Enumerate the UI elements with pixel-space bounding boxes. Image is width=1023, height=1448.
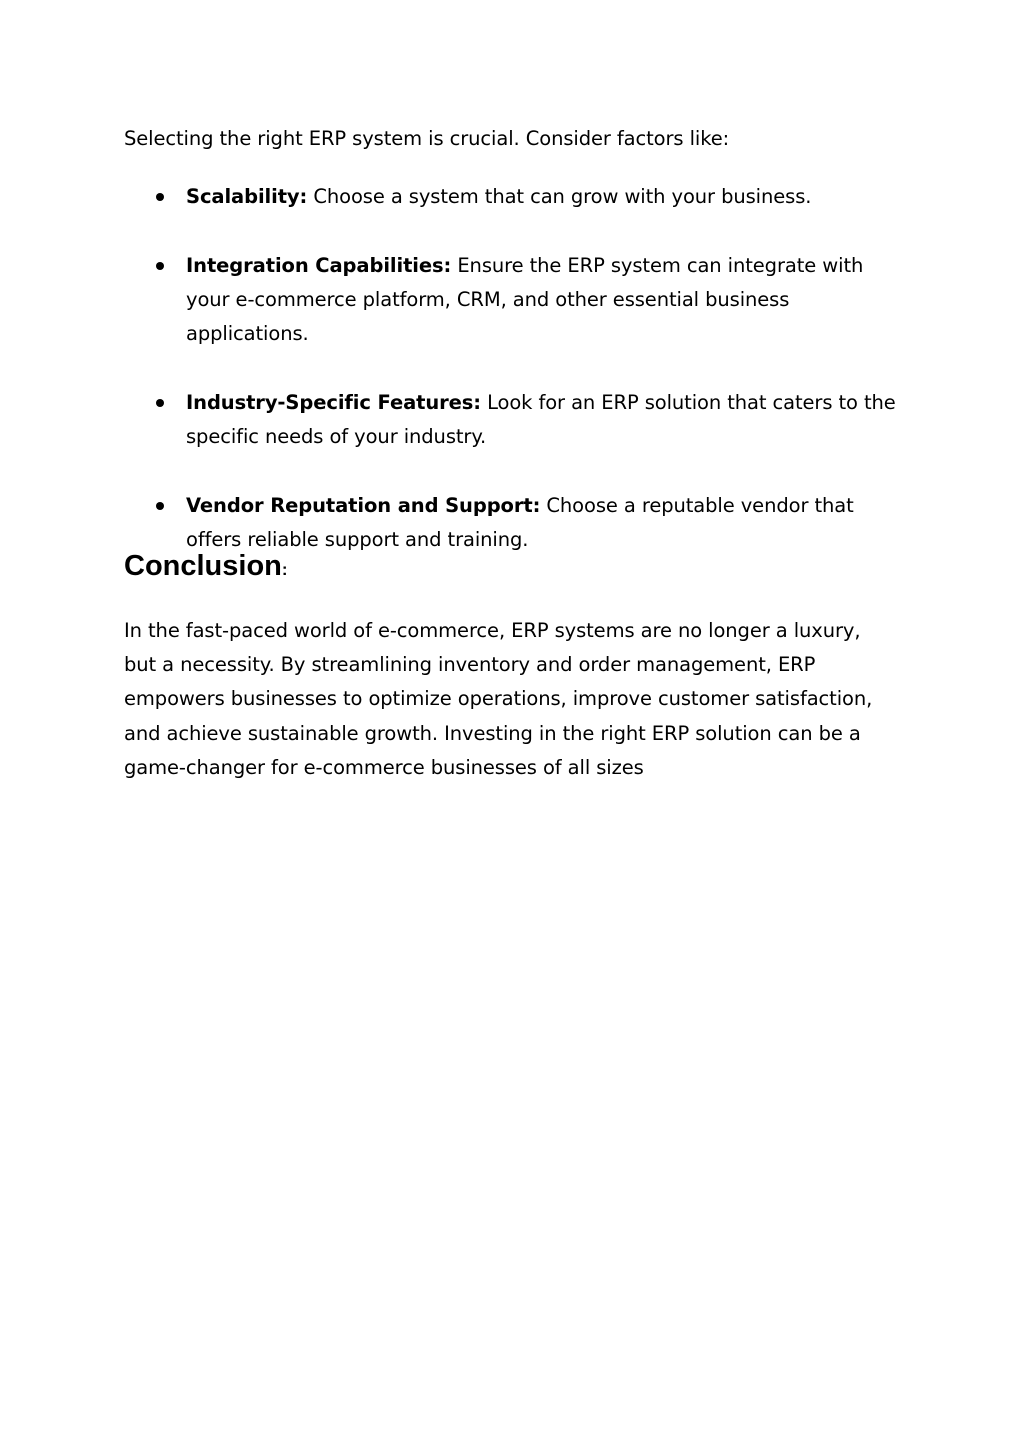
intro-paragraph: Selecting the right ERP system is crucial. Consider factors like: — [124, 127, 730, 150]
factor-term: Industry-Specific Features: — [186, 391, 481, 414]
conclusion-heading — [124, 546, 288, 590]
bullet-icon — [156, 262, 164, 270]
factor-description: Choose a reputable vendor that offers reliable support and training. — [186, 494, 854, 551]
factor-description: Ensure the ERP system can integrate with your e-commerce platform, CRM, and other essential business applications. — [186, 254, 864, 345]
factor-description: Choose a system that can grow with your business. — [307, 185, 812, 208]
factor-term: Vendor Reputation and Support: — [186, 494, 541, 517]
factors-list — [124, 180, 904, 557]
list-item-integration — [124, 249, 904, 351]
factor-term: Scalability: — [186, 185, 308, 208]
factor-description: Look for an ERP solution that caters to the specific needs of your industry. — [186, 391, 896, 448]
conclusion-paragraph: In the fast-paced world of e-commerce, ERP systems are no longer a luxury, but a necessity. By streamlining inventory and order management, ERP empowers businesses to optimize operations, improve customer satisfaction, and achieve sustainable growth. Investing in the right ERP solution can be a game-changer for e-commerce businesses of all sizes — [124, 619, 873, 779]
conclusion-heading-colon: : — [281, 560, 288, 579]
list-item-industry — [124, 386, 904, 454]
list-item-scalability — [124, 180, 904, 214]
factor-term: Integration Capabilities: — [186, 254, 452, 277]
bullet-icon — [156, 193, 164, 201]
conclusion-heading-text: Conclusion — [124, 550, 282, 582]
bullet-icon — [156, 399, 164, 407]
bullet-icon — [156, 502, 164, 510]
